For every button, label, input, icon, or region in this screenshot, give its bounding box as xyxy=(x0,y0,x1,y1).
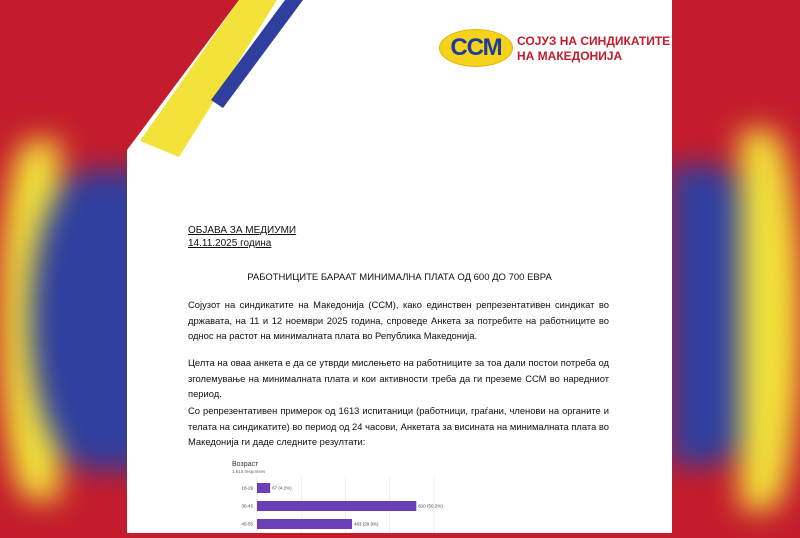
chart-bar xyxy=(257,483,270,493)
ssm-logo-name-line2: НА МАКЕДОНИЈА xyxy=(517,49,623,63)
ssm-logo-oval xyxy=(439,29,513,67)
bg-yellow-shape-right xyxy=(740,130,800,510)
chart-bars xyxy=(241,483,443,529)
ssm-logo-abbr: ССМ xyxy=(450,34,502,61)
chart-subtitle: 1.613 responses xyxy=(232,469,266,474)
paragraph-1: Сојузот на синдикатите на Македонија (ССМ), како единствен репрезентативен синдикат во државата, на 11 и 12 ноември 2025 година, спроведе Анкета за потребите на работниците во однос на растот на минималната плата во Република Македонија. xyxy=(188,299,609,341)
announcement-date: 14.11.2025 година xyxy=(188,238,272,249)
paragraph-2: Целта на оваа анкета е да се утврди мислењето на работниците за тоа дали постои потреба од зголемување на минималната плата и кои активности треба да ги преземе ССМ во наредниот период. xyxy=(188,357,609,399)
age-chart xyxy=(222,455,443,533)
chart-bar xyxy=(257,519,352,529)
corner-stripes-decoration xyxy=(127,0,327,170)
chart-category-label: 30-45 xyxy=(241,503,253,509)
chart-bar xyxy=(257,501,416,511)
chart-category-label: 18-29 xyxy=(241,485,253,491)
document-page xyxy=(127,0,672,533)
age-chart-svg xyxy=(222,455,443,533)
chart-value-label: 810 (50.2%) xyxy=(418,503,443,509)
document-headline: РАБОТНИЦИТЕ БАРААТ МИНИМАЛНА ПЛАТА ОД 600 ДО 700 ЕВРА xyxy=(247,272,552,283)
chart-category-label: 45-55 xyxy=(241,521,253,527)
ssm-logo-text xyxy=(517,34,670,64)
announcement-block xyxy=(188,224,296,250)
announcement-type: ОБЈАВА ЗА МЕДИУМИ xyxy=(188,225,297,236)
chart-value-label: 67 (4.2%) xyxy=(272,485,292,491)
chart-value-label: 483 (29.9%) xyxy=(353,521,379,527)
ssm-logo xyxy=(439,28,671,68)
paragraph-3: Со репрезентативен примерок од 1613 испитаници (работници, граѓани, членови на органите и телата на синдикатите) во период од 24 часови, Анкетата за висината на минималната плата во Македонија ги даде следните резултати: xyxy=(188,405,609,447)
ssm-logo-name-line1: СОЈУЗ НА СИНДИКАТИТЕ xyxy=(517,34,671,48)
chart-title: Возраст xyxy=(232,461,259,468)
